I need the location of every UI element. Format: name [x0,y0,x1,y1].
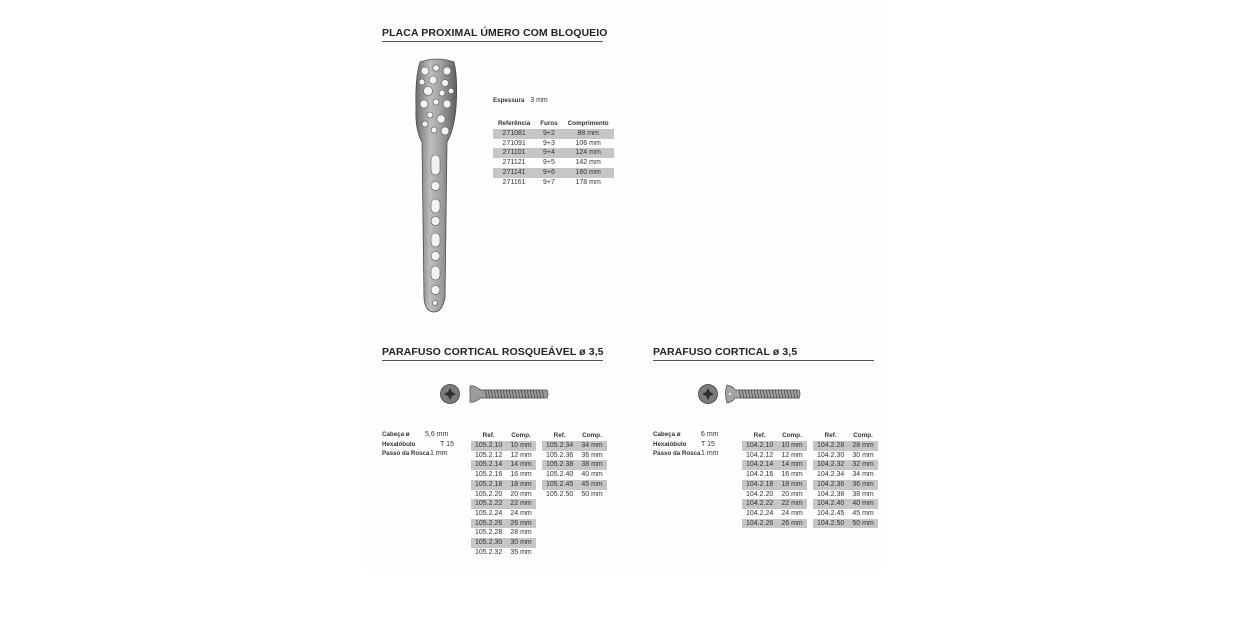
column-header: Furos [540,120,558,127]
screw-rosq-image [439,382,551,406]
screw-rosq-table-1 [471,430,536,557]
table-cell: 18 mm [506,480,536,490]
table-cell: 9+6 [535,168,563,178]
table-cell: 38 mm [577,460,607,470]
table-cell: 26 mm [506,519,536,529]
table-row [742,470,807,480]
table-row [542,451,607,461]
column-header: Comp. [511,432,531,439]
table-cell: 20 mm [510,490,532,498]
table-cell: 104.2.28 [813,441,848,451]
table-cell: 105.2.28 [475,529,503,537]
table-cell: 271141 [493,168,535,178]
table-cell: 12 mm [781,451,803,459]
table-row [813,470,878,480]
table-cell: 88 mm [563,129,614,139]
table-row [471,499,536,509]
table-row [471,548,536,558]
screw-rosq-table-2 [542,430,607,499]
table-cell: 40 mm [581,471,603,479]
table-cell: 104.2.30 [817,451,845,459]
table-cell: 105.2.45 [542,480,577,490]
table-row [471,460,536,470]
spec-value: 1 mm [701,450,719,458]
spec-row [382,449,457,459]
table-cell: 104.2.22 [742,499,777,509]
table-row [813,519,878,529]
table-cell: 20 mm [781,490,803,498]
column-header: Comp. [582,432,602,439]
column-header: Ref. [824,432,837,439]
spec-label: Hexalóbulo [653,440,687,448]
spec-row [653,430,728,440]
table-row [542,480,607,490]
table-row [493,129,614,139]
table-cell: 105.2.24 [475,509,503,517]
spec-value: 5,6 mm [425,431,449,438]
table-cell: 105.2.36 [546,451,574,459]
spec-row [382,440,457,450]
table-cell: 22 mm [506,499,536,509]
table-cell: 14 mm [506,460,536,470]
table-cell: 26 mm [777,519,807,529]
spec-label: Cabeça ø [382,431,410,438]
table-row [471,451,536,461]
table-row [742,509,807,519]
table-cell: 32 mm [848,460,878,470]
thickness-label: Espessura [493,97,525,104]
table-row [813,451,878,461]
table-cell: 36 mm [848,480,878,490]
table-cell: 105.2.18 [471,480,506,490]
table-row [471,528,536,538]
table-cell: 105.2.12 [475,451,503,459]
table-cell: 105.2.38 [542,460,577,470]
table-cell: 104.2.14 [742,460,777,470]
table-cell: 104.2.38 [817,490,845,498]
table-row [742,451,807,461]
table-cell: 24 mm [781,509,803,517]
table-row [471,509,536,519]
table-cell: 30 mm [506,538,536,548]
table-cell: 178 mm [575,178,601,186]
table-cell: 105.2.30 [471,538,506,548]
table-row [471,480,536,490]
table-cell: 160 mm [563,168,614,178]
table-cell: 104.2.24 [746,509,774,517]
table-row [493,158,614,168]
table-row [471,490,536,500]
column-header: Ref. [482,432,495,439]
table-cell: 36 mm [581,451,603,459]
table-cell: 105.2.34 [542,441,577,451]
screw-cort-title: PARAFUSO CORTICAL ø 3,5 [653,346,874,361]
table-cell: 271121 [502,159,526,167]
table-cell: 34 mm [852,471,874,479]
table-cell: 28 mm [510,529,532,537]
table-cell: 105.2.16 [475,471,503,479]
spec-value: T 15 [440,440,454,448]
table-row [493,139,614,149]
table-row [813,499,878,509]
spec-label: Passo da Rosca [382,450,430,458]
plate-title: PLACA PROXIMAL ÚMERO COM BLOQUEIO [382,27,603,42]
table-cell: 45 mm [852,509,874,517]
table-row [542,460,607,470]
table-cell: 50 mm [581,490,603,498]
table-cell: 105.2.32 [475,548,503,556]
table-row [471,519,536,529]
table-row [813,460,878,470]
table-cell: 104.2.12 [746,451,774,459]
table-cell: 9+4 [535,148,563,158]
table-row [471,538,536,548]
table-row [813,490,878,500]
table-cell: 271161 [502,178,526,186]
table-cell: 104.2.16 [746,471,774,479]
table-cell: 271081 [493,129,535,139]
table-row [493,168,614,178]
table-cell: 104.2.36 [813,480,848,490]
table-row [813,441,878,451]
spec-label: Cabeça ø [653,431,681,438]
screw-rosq-specs [382,430,457,459]
table-cell: 9+3 [543,139,555,147]
table-row [813,509,878,519]
table-cell: 104.2.40 [813,499,848,509]
column-header: Comp. [853,432,873,439]
spec-value: 6 mm [701,431,719,438]
table-cell: 10 mm [777,441,807,451]
table-cell: 104.2.45 [817,509,845,517]
table-cell: 34 mm [577,441,607,451]
column-header: Comprimento [567,120,609,127]
table-cell: 24 mm [510,509,532,517]
table-cell: 124 mm [563,148,614,158]
table-row [742,490,807,500]
table-row [542,470,607,480]
plate-image [412,58,462,316]
table-row [471,441,536,451]
table-cell: 105.2.26 [471,519,506,529]
table-cell: 271091 [502,139,526,147]
screw-rosq-title: PARAFUSO CORTICAL ROSQUEÁVEL ø 3,5 [382,346,603,361]
table-cell: 104.2.50 [813,519,848,529]
screw-cort-image [697,382,803,406]
table-cell: 105.2.20 [475,490,503,498]
screw-cort-table-2 [813,430,878,528]
table-cell: 104.2.34 [817,471,845,479]
column-header: Ref. [553,432,566,439]
table-cell: 18 mm [777,480,807,490]
spec-row [382,430,457,440]
table-row [493,178,614,188]
table-cell: 105.2.22 [471,499,506,509]
table-row [493,148,614,158]
table-cell: 38 mm [852,490,874,498]
table-row [742,460,807,470]
spec-label: Passo da Rosca [653,450,701,458]
column-header: Comp. [782,432,802,439]
table-cell: 14 mm [777,460,807,470]
table-cell: 30 mm [852,451,874,459]
table-cell: 106 mm [575,139,601,147]
table-row [742,441,807,451]
table-row [742,499,807,509]
table-cell: 9+5 [543,159,555,167]
table-cell: 271101 [493,148,535,158]
table-row [542,490,607,500]
thickness-value: 3 mm [530,97,548,104]
table-cell: 45 mm [577,480,607,490]
spec-value: T 15 [701,440,715,448]
table-cell: 105.2.50 [546,490,574,498]
plate-thickness [493,97,548,104]
table-cell: 105.2.10 [471,441,506,451]
table-cell: 142 mm [575,159,601,167]
table-cell: 16 mm [781,471,803,479]
table-cell: 40 mm [848,499,878,509]
table-cell: 104.2.18 [742,480,777,490]
spec-value: 1 mm [430,450,448,458]
column-header: Ref. [753,432,766,439]
table-cell: 105.2.40 [546,471,574,479]
table-row [742,519,807,529]
plate-table [493,118,614,187]
table-row [542,441,607,451]
screw-cort-table-1 [742,430,807,528]
table-cell: 104.2.10 [742,441,777,451]
table-cell: 35 mm [510,548,532,556]
table-cell: 10 mm [506,441,536,451]
table-cell: 50 mm [848,519,878,529]
table-cell: 9+2 [535,129,563,139]
table-cell: 9+7 [543,178,555,186]
table-cell: 105.2.14 [471,460,506,470]
column-header: Referência [498,120,531,127]
spec-row [653,440,728,450]
table-cell: 104.2.20 [746,490,774,498]
table-cell: 22 mm [777,499,807,509]
table-cell: 12 mm [510,451,532,459]
spec-row [653,449,728,459]
table-cell: 104.2.32 [813,460,848,470]
table-row [471,470,536,480]
table-cell: 16 mm [510,471,532,479]
table-row [813,480,878,490]
table-row [742,480,807,490]
screw-cort-specs [653,430,728,459]
table-cell: 104.2.26 [742,519,777,529]
spec-label: Hexalóbulo [382,440,416,448]
table-cell: 28 mm [848,441,878,451]
